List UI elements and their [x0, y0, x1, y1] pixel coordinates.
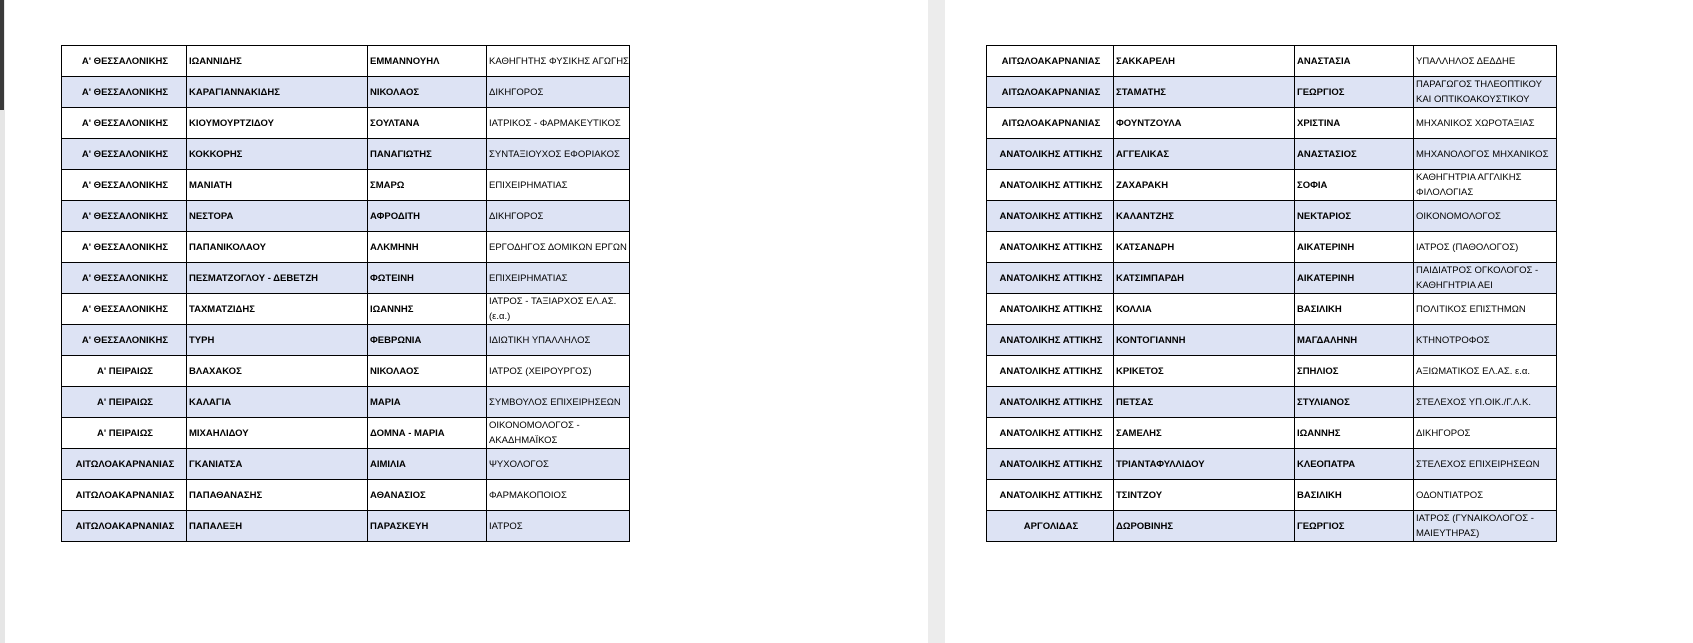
surname-cell: ΤΣΙΝΤΖΟΥ	[1114, 480, 1295, 511]
region-cell: ΑΙΤΩΛΟΑΚΑΡΝΑΝΙΑΣ	[987, 108, 1114, 139]
profession-cell: ΙΑΤΡΟΣ - ΤΑΞΙΑΡΧΟΣ ΕΛ.ΑΣ. (ε.α.)	[487, 294, 630, 325]
first-name-cell: ΓΕΩΡΓΙΟΣ	[1295, 77, 1414, 108]
profession-cell: ΙΑΤΡΟΣ (ΠΑΘΟΛΟΓΟΣ)	[1414, 232, 1557, 263]
surname-cell: ΖΑΧΑΡΑΚΗ	[1114, 170, 1295, 201]
region-cell: Α' ΠΕΙΡΑΙΩΣ	[62, 387, 187, 418]
profession-cell: ΥΠΑΛΛΗΛΟΣ ΔΕΔΔΗΕ	[1414, 46, 1557, 77]
region-cell: ΑΝΑΤΟΛΙΚΗΣ ΑΤΤΙΚΗΣ	[987, 387, 1114, 418]
table-row	[62, 263, 630, 294]
first-name-cell: ΧΡΙΣΤΙΝΑ	[1295, 108, 1414, 139]
region-cell: ΑΝΑΤΟΛΙΚΗΣ ΑΤΤΙΚΗΣ	[987, 201, 1114, 232]
profession-cell: ΨΥΧΟΛΟΓΟΣ	[487, 449, 630, 480]
surname-cell: ΚΑΤΣΙΜΠΑΡΔΗ	[1114, 263, 1295, 294]
surname-cell: ΠΕΣΜΑΤΖΟΓΛΟΥ - ΔΕΒΕΤΖΗ	[187, 263, 368, 294]
profession-cell: ΟΙΚΟΝΟΜΟΛΟΓΟΣ - ΑΚΑΔΗΜΑΪΚΟΣ	[487, 418, 630, 449]
surname-cell: ΚΑΤΣΑΝΔΡΗ	[1114, 232, 1295, 263]
table-row	[987, 77, 1557, 108]
surname-cell: ΤΡΙΑΝΤΑΦΥΛΛΙΔΟΥ	[1114, 449, 1295, 480]
region-cell: ΑΙΤΩΛΟΑΚΑΡΝΑΝΙΑΣ	[987, 77, 1114, 108]
table-row	[62, 77, 630, 108]
surname-cell: ΠΑΠΑΘΑΝΑΣΗΣ	[187, 480, 368, 511]
region-cell: ΑΝΑΤΟΛΙΚΗΣ ΑΤΤΙΚΗΣ	[987, 480, 1114, 511]
region-cell: Α' ΘΕΣΣΑΛΟΝΙΚΗΣ	[62, 77, 187, 108]
region-cell: ΑΝΑΤΟΛΙΚΗΣ ΑΤΤΙΚΗΣ	[987, 325, 1114, 356]
surname-cell: ΚΑΛΑΝΤΖΗΣ	[1114, 201, 1295, 232]
candidates-table-left	[61, 45, 630, 542]
profession-cell: ΚΑΘΗΓΗΤΡΙΑ ΑΓΓΛΙΚΗΣ ΦΙΛΟΛΟΓΙΑΣ	[1414, 170, 1557, 201]
region-cell: ΑΙΤΩΛΟΑΚΑΡΝΑΝΙΑΣ	[62, 511, 187, 542]
first-name-cell: ΑΘΑΝΑΣΙΟΣ	[368, 480, 487, 511]
region-cell: ΑΝΑΤΟΛΙΚΗΣ ΑΤΤΙΚΗΣ	[987, 449, 1114, 480]
surname-cell: ΝΕΣΤΟΡΑ	[187, 201, 368, 232]
profession-cell: ΙΑΤΡΟΣ (ΧΕΙΡΟΥΡΓΟΣ)	[487, 356, 630, 387]
profession-cell: ΙΑΤΡΙΚΟΣ - ΦΑΡΜΑΚΕΥΤΙΚΟΣ	[487, 108, 630, 139]
surname-cell: ΤΑΧΜΑΤΖΙΔΗΣ	[187, 294, 368, 325]
profession-cell: ΕΠΙΧΕΙΡΗΜΑΤΙΑΣ	[487, 263, 630, 294]
region-cell: Α' ΘΕΣΣΑΛΟΝΙΚΗΣ	[62, 325, 187, 356]
profession-cell: ΣΤΕΛΕΧΟΣ ΕΠΙΧΕΙΡΗΣΕΩΝ	[1414, 449, 1557, 480]
surname-cell: ΣΑΚΚΑΡΕΛΗ	[1114, 46, 1295, 77]
profession-cell: ΣΤΕΛΕΧΟΣ ΥΠ.ΟΙΚ./Γ.Λ.Κ.	[1414, 387, 1557, 418]
surname-cell: ΚΑΛΑΓΙΑ	[187, 387, 368, 418]
table-row	[62, 46, 630, 77]
first-name-cell: ΣΟΦΙΑ	[1295, 170, 1414, 201]
table-row	[62, 170, 630, 201]
profession-cell: ΟΙΚΟΝΟΜΟΛΟΓΟΣ	[1414, 201, 1557, 232]
region-cell: Α' ΘΕΣΣΑΛΟΝΙΚΗΣ	[62, 139, 187, 170]
table-row	[62, 232, 630, 263]
surname-cell: ΠΕΤΣΑΣ	[1114, 387, 1295, 418]
first-name-cell: ΙΩΑΝΝΗΣ	[368, 294, 487, 325]
region-cell: Α' ΘΕΣΣΑΛΟΝΙΚΗΣ	[62, 201, 187, 232]
table-row	[987, 511, 1557, 542]
profession-cell: ΔΙΚΗΓΟΡΟΣ	[487, 77, 630, 108]
first-name-cell: ΝΙΚΟΛΑΟΣ	[368, 77, 487, 108]
table-row	[987, 294, 1557, 325]
table-row	[987, 449, 1557, 480]
surname-cell: ΚΟΝΤΟΓΙΑΝΝΗ	[1114, 325, 1295, 356]
surname-cell: ΒΛΑΧΑΚΟΣ	[187, 356, 368, 387]
table-row	[62, 387, 630, 418]
surname-cell: ΚΟΚΚΟΡΗΣ	[187, 139, 368, 170]
first-name-cell: ΝΙΚΟΛΑΟΣ	[368, 356, 487, 387]
first-name-cell: ΑΙΜΙΛΙΑ	[368, 449, 487, 480]
profession-cell: ΠΑΡΑΓΩΓΟΣ ΤΗΛΕΟΠΤΙΚΟΥ ΚΑΙ ΟΠΤΙΚΟΑΚΟΥΣΤΙΚΟΥ	[1414, 77, 1557, 108]
surname-cell: ΜΑΝΙΑΤΗ	[187, 170, 368, 201]
table-row	[987, 480, 1557, 511]
table-row	[62, 108, 630, 139]
surname-cell: ΚΡΙΚΕΤΟΣ	[1114, 356, 1295, 387]
table-row	[62, 139, 630, 170]
profession-cell: ΕΡΓΟΔΗΓΟΣ ΔΟΜΙΚΩΝ ΕΡΓΩΝ	[487, 232, 630, 263]
surname-cell: ΣΑΜΕΛΗΣ	[1114, 418, 1295, 449]
candidates-table-right	[986, 45, 1557, 542]
region-cell: Α' ΠΕΙΡΑΙΩΣ	[62, 418, 187, 449]
first-name-cell: ΒΑΣΙΛΙΚΗ	[1295, 294, 1414, 325]
page-gutter	[928, 0, 945, 643]
profession-cell: ΑΞΙΩΜΑΤΙΚΟΣ ΕΛ.ΑΣ. ε.α.	[1414, 356, 1557, 387]
surname-cell: ΠΑΠΑΝΙΚΟΛΑΟΥ	[187, 232, 368, 263]
first-name-cell: ΚΛΕΟΠΑΤΡΑ	[1295, 449, 1414, 480]
first-name-cell: ΑΦΡΟΔΙΤΗ	[368, 201, 487, 232]
region-cell: ΑΝΑΤΟΛΙΚΗΣ ΑΤΤΙΚΗΣ	[987, 356, 1114, 387]
table-row	[987, 170, 1557, 201]
region-cell: Α' ΘΕΣΣΑΛΟΝΙΚΗΣ	[62, 108, 187, 139]
profession-cell: ΚΤΗΝΟΤΡΟΦΟΣ	[1414, 325, 1557, 356]
table-row	[62, 325, 630, 356]
first-name-cell: ΜΑΓΔΑΛΗΝΗ	[1295, 325, 1414, 356]
surname-cell: ΙΩΑΝΝΙΔΗΣ	[187, 46, 368, 77]
table-row	[987, 418, 1557, 449]
first-name-cell: ΣΜΑΡΩ	[368, 170, 487, 201]
table-row	[987, 139, 1557, 170]
table-row	[987, 201, 1557, 232]
first-name-cell: ΒΑΣΙΛΙΚΗ	[1295, 480, 1414, 511]
region-cell: ΑΡΓΟΛΙΔΑΣ	[987, 511, 1114, 542]
region-cell: ΑΝΑΤΟΛΙΚΗΣ ΑΤΤΙΚΗΣ	[987, 418, 1114, 449]
region-cell: Α' ΘΕΣΣΑΛΟΝΙΚΗΣ	[62, 170, 187, 201]
document-page-right	[945, 0, 1693, 643]
first-name-cell: ΣΤΥΛΙΑΝΟΣ	[1295, 387, 1414, 418]
table-row	[987, 325, 1557, 356]
first-name-cell: ΑΛΚΜΗΝΗ	[368, 232, 487, 263]
surname-cell: ΔΩΡΟΒΙΝΗΣ	[1114, 511, 1295, 542]
table-row	[987, 232, 1557, 263]
table-row	[987, 387, 1557, 418]
profession-cell: ΦΑΡΜΑΚΟΠΟΙΟΣ	[487, 480, 630, 511]
profession-cell: ΣΥΜΒΟΥΛΟΣ ΕΠΙΧΕΙΡΗΣΕΩΝ	[487, 387, 630, 418]
table-row	[62, 449, 630, 480]
first-name-cell: ΣΠΗΛΙΟΣ	[1295, 356, 1414, 387]
region-cell: Α' ΘΕΣΣΑΛΟΝΙΚΗΣ	[62, 263, 187, 294]
surname-cell: ΣΤΑΜΑΤΗΣ	[1114, 77, 1295, 108]
first-name-cell: ΜΑΡΙΑ	[368, 387, 487, 418]
table-row	[62, 480, 630, 511]
profession-cell: ΜΗΧΑΝΟΛΟΓΟΣ ΜΗΧΑΝΙΚΟΣ	[1414, 139, 1557, 170]
region-cell: Α' ΘΕΣΣΑΛΟΝΙΚΗΣ	[62, 46, 187, 77]
surname-cell: ΚΙΟΥΜΟΥΡΤΖΙΔΟΥ	[187, 108, 368, 139]
region-cell: Α' ΠΕΙΡΑΙΩΣ	[62, 356, 187, 387]
first-name-cell: ΠΑΝΑΓΙΩΤΗΣ	[368, 139, 487, 170]
surname-cell: ΚΑΡΑΓΙΑΝΝΑΚΙΔΗΣ	[187, 77, 368, 108]
profession-cell: ΜΗΧΑΝΙΚΟΣ ΧΩΡΟΤΑΞΙΑΣ	[1414, 108, 1557, 139]
table-row	[62, 418, 630, 449]
region-cell: Α' ΘΕΣΣΑΛΟΝΙΚΗΣ	[62, 294, 187, 325]
first-name-cell: ΦΩΤΕΙΝΗ	[368, 263, 487, 294]
profession-cell: ΕΠΙΧΕΙΡΗΜΑΤΙΑΣ	[487, 170, 630, 201]
profession-cell: ΠΟΛΙΤΙΚΟΣ ΕΠΙΣΤΗΜΩΝ	[1414, 294, 1557, 325]
region-cell: Α' ΘΕΣΣΑΛΟΝΙΚΗΣ	[62, 232, 187, 263]
table-row	[62, 356, 630, 387]
first-name-cell: ΑΙΚΑΤΕΡΙΝΗ	[1295, 263, 1414, 294]
surname-cell: ΓΚΑΝΙΑΤΣΑ	[187, 449, 368, 480]
profession-cell: ΟΔΟΝΤΙΑΤΡΟΣ	[1414, 480, 1557, 511]
table-row	[62, 201, 630, 232]
profession-cell: ΙΔΙΩΤΙΚΗ ΥΠΑΛΛΗΛΟΣ	[487, 325, 630, 356]
first-name-cell: ΦΕΒΡΩΝΙΑ	[368, 325, 487, 356]
table-row	[62, 294, 630, 325]
surname-cell: ΤΥΡΗ	[187, 325, 368, 356]
first-name-cell: ΣΟΥΛΤΑΝΑ	[368, 108, 487, 139]
table-row	[987, 46, 1557, 77]
region-cell: ΑΙΤΩΛΟΑΚΑΡΝΑΝΙΑΣ	[987, 46, 1114, 77]
region-cell: ΑΙΤΩΛΟΑΚΑΡΝΑΝΙΑΣ	[62, 449, 187, 480]
first-name-cell: ΑΝΑΣΤΑΣΙΑ	[1295, 46, 1414, 77]
first-name-cell: ΕΜΜΑΝΝΟΥΗΛ	[368, 46, 487, 77]
first-name-cell: ΙΩΑΝΝΗΣ	[1295, 418, 1414, 449]
region-cell: ΑΝΑΤΟΛΙΚΗΣ ΑΤΤΙΚΗΣ	[987, 294, 1114, 325]
profession-cell: ΙΑΤΡΟΣ	[487, 511, 630, 542]
viewer-scroll-marker	[0, 0, 4, 110]
first-name-cell: ΝΕΚΤΑΡΙΟΣ	[1295, 201, 1414, 232]
surname-cell: ΚΟΛΛΙΑ	[1114, 294, 1295, 325]
surname-cell: ΑΓΓΕΛΙΚΑΣ	[1114, 139, 1295, 170]
first-name-cell: ΓΕΩΡΓΙΟΣ	[1295, 511, 1414, 542]
profession-cell: ΙΑΤΡΟΣ (ΓΥΝΑΙΚΟΛΟΓΟΣ - ΜΑΙΕΥΤΗΡΑΣ)	[1414, 511, 1557, 542]
region-cell: ΑΝΑΤΟΛΙΚΗΣ ΑΤΤΙΚΗΣ	[987, 139, 1114, 170]
table-row	[987, 356, 1557, 387]
table-row	[987, 263, 1557, 294]
first-name-cell: ΑΝΑΣΤΑΣΙΟΣ	[1295, 139, 1414, 170]
region-cell: ΑΝΑΤΟΛΙΚΗΣ ΑΤΤΙΚΗΣ	[987, 263, 1114, 294]
first-name-cell: ΠΑΡΑΣΚΕΥΗ	[368, 511, 487, 542]
first-name-cell: ΔΟΜΝΑ - ΜΑΡΙΑ	[368, 418, 487, 449]
table-row	[987, 108, 1557, 139]
profession-cell: ΣΥΝΤΑΞΙΟΥΧΟΣ ΕΦΟΡΙΑΚΟΣ	[487, 139, 630, 170]
document-page-left	[5, 0, 928, 643]
first-name-cell: ΑΙΚΑΤΕΡΙΝΗ	[1295, 232, 1414, 263]
profession-cell: ΠΑΙΔΙΑΤΡΟΣ ΟΓΚΟΛΟΓΟΣ - ΚΑΘΗΓΗΤΡΙΑ ΑΕΙ	[1414, 263, 1557, 294]
region-cell: ΑΙΤΩΛΟΑΚΑΡΝΑΝΙΑΣ	[62, 480, 187, 511]
profession-cell: ΔΙΚΗΓΟΡΟΣ	[487, 201, 630, 232]
profession-cell: ΔΙΚΗΓΟΡΟΣ	[1414, 418, 1557, 449]
profession-cell: ΚΑΘΗΓΗΤΗΣ ΦΥΣΙΚΗΣ ΑΓΩΓΗΣ	[487, 46, 630, 77]
surname-cell: ΜΙΧΑΗΛΙΔΟΥ	[187, 418, 368, 449]
surname-cell: ΠΑΠΑΛΕΞΗ	[187, 511, 368, 542]
region-cell: ΑΝΑΤΟΛΙΚΗΣ ΑΤΤΙΚΗΣ	[987, 170, 1114, 201]
table-row	[62, 511, 630, 542]
surname-cell: ΦΟΥΝΤΖΟΥΛΑ	[1114, 108, 1295, 139]
region-cell: ΑΝΑΤΟΛΙΚΗΣ ΑΤΤΙΚΗΣ	[987, 232, 1114, 263]
